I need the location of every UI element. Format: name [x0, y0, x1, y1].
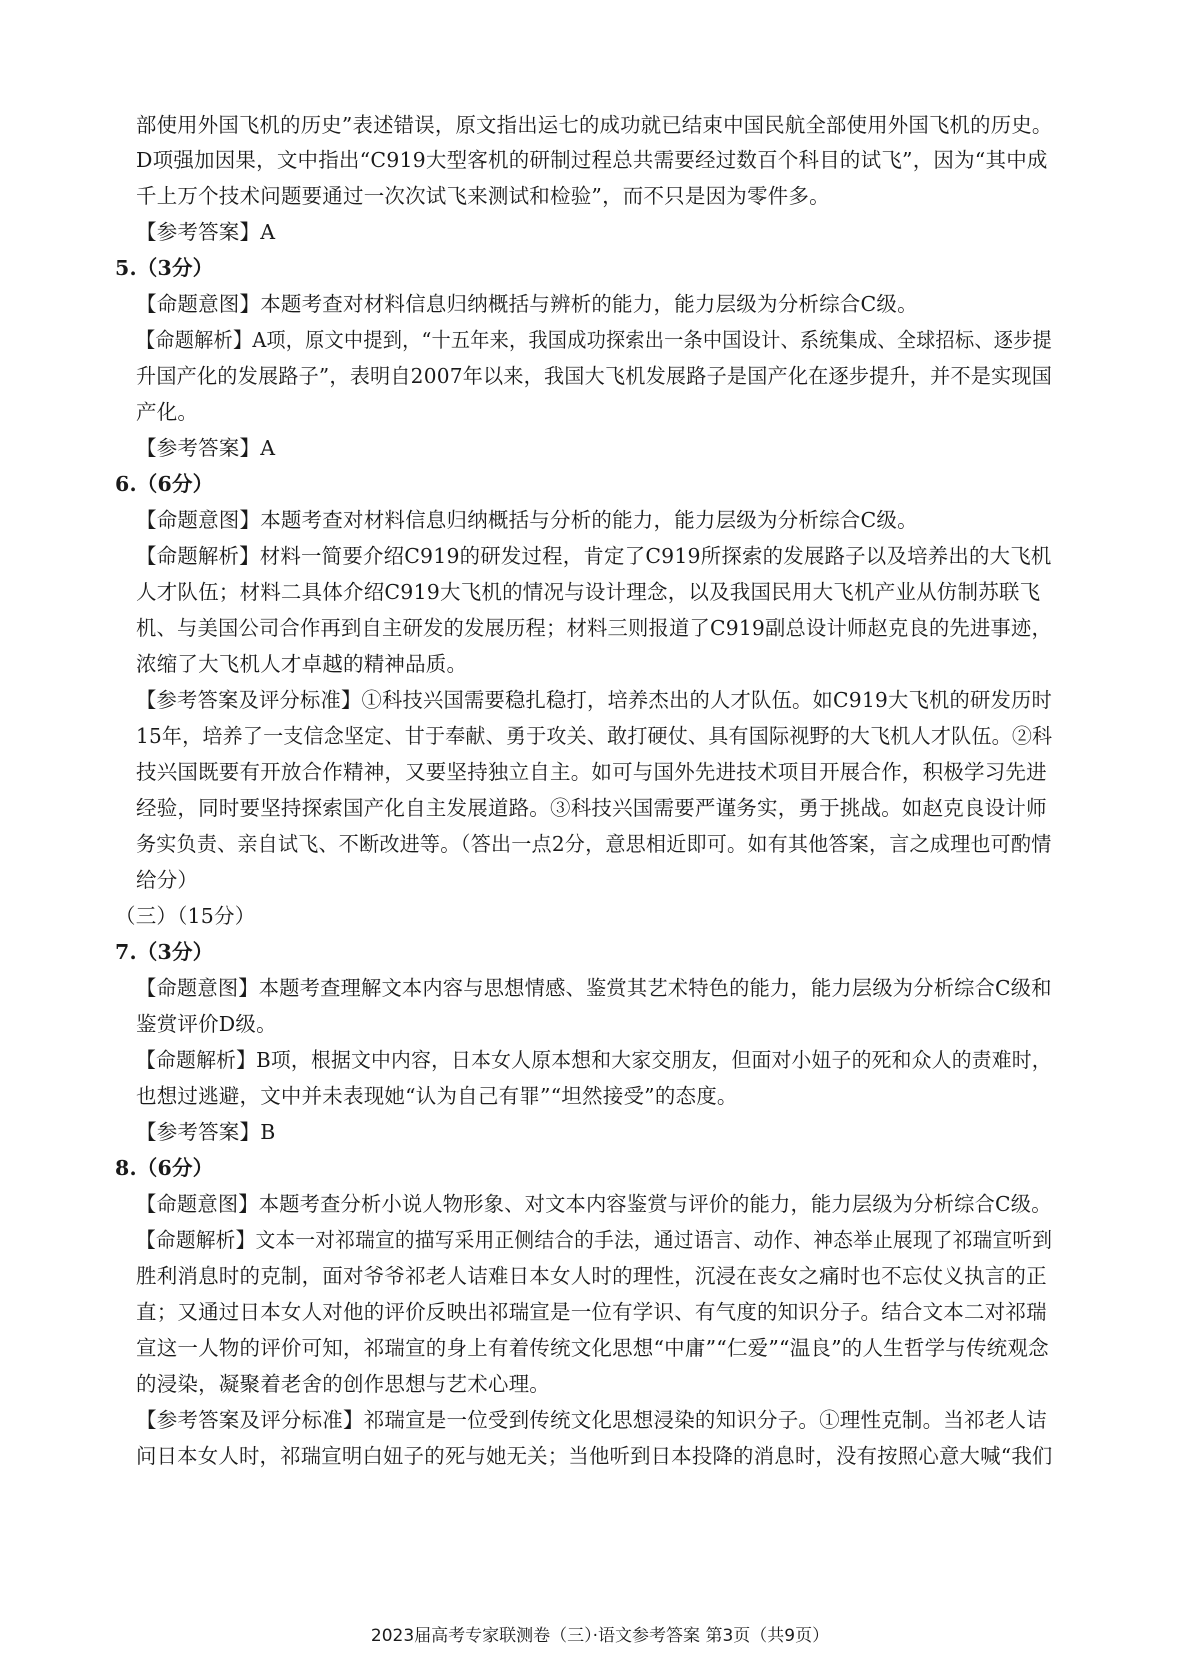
text-line: 务实负责、亲自试飞、不断改进等。（答出一点2分，意思相近即可。如有其他答案，言之成理也可酌情 — [136, 832, 1052, 856]
text-line: 问日本女人时，祁瑞宣明白妞子的死与她无关；当他听到日本投降的消息时，没有按照心意大喊“我们 — [136, 1444, 1053, 1468]
text-line: 【参考答案】B — [136, 1120, 276, 1144]
text-line: 浓缩了大飞机人才卓越的精神品质。 — [136, 652, 468, 676]
text-line: 宣这一人物的评价可知，祁瑞宣的身上有着传统文化思想“中庸”“仁爱”“温良”的人生哲学与传统观念 — [136, 1336, 1049, 1360]
text-line: 【命题解析】B项，根据文中内容，日本女人原本想和大家交朋友，但面对小妞子的死和众人的责难时， — [136, 1048, 1052, 1072]
text-line: 【命题意图】本题考查对材料信息归纳概括与辨析的能力，能力层级为分析综合C级。 — [136, 292, 918, 316]
text-line: 【命题意图】本题考查理解文本内容与思想情感、鉴赏其艺术特色的能力，能力层级为分析综合C级和 — [136, 976, 1052, 1000]
question-number: 6.（6分） — [115, 472, 214, 496]
text-line: 经验，同时要坚持探索国产化自主发展道路。③科技兴国需要严谨务实，勇于挑战。如赵克良设计师 — [136, 796, 1047, 820]
text-line: 技兴国既要有开放合作精神，又要坚持独立自主。如可与国外先进技术项目开展合作，积极学习先进 — [136, 760, 1047, 784]
page-footer: 2023届高考专家联测卷（三）·语文参考答案 第3页（共9页） — [370, 1626, 830, 1646]
text-line: 部使用外国飞机的历史”表述错误，原文指出运七的成功就已结束中国民航全部使用外国飞机的历史。 — [136, 113, 1053, 137]
text-line: 鉴赏评价D级。 — [136, 1012, 277, 1036]
text-line: 【命题解析】文本一对祁瑞宣的描写采用正侧结合的手法，通过语言、动作、神态举止展现了祁瑞宣听到 — [136, 1228, 1053, 1252]
question-number: 8.（6分） — [115, 1156, 214, 1180]
text-line: 的浸染，凝聚着老舍的创作思想与艺术心理。 — [136, 1372, 550, 1396]
text-line: 【命题意图】本题考查对材料信息归纳概括与分析的能力，能力层级为分析综合C级。 — [136, 508, 918, 532]
text-line: 15年，培养了一支信念坚定、甘于奉献、勇于攻关、敢打硬仗、具有国际视野的大飞机人才队伍。②科 — [136, 724, 1053, 748]
text-line: 【参考答案】A — [136, 220, 276, 244]
text-line: D项强加因果，文中指出“C919大型客机的研制过程总共需要经过数百个科目的试飞”，因为“其中成 — [136, 148, 1048, 172]
text-line: 直；又通过日本女人对他的评价反映出祁瑞宣是一位有学识、有气度的知识分子。结合文本二对祁瑞 — [136, 1300, 1047, 1324]
text-line: 【参考答案】A — [136, 436, 276, 460]
text-line: 【命题意图】本题考查分析小说人物形象、对文本内容鉴赏与评价的能力，能力层级为分析综合C级。 — [136, 1192, 1052, 1216]
text-line: 产化。 — [136, 400, 199, 424]
question-number: 5.（3分） — [115, 256, 214, 280]
section-heading: （三）（15分） — [115, 904, 256, 928]
text-line: 【命题解析】A项，原文中提到，“十五年来，我国成功探索出一条中国设计、系统集成、全球招标、逐步提 — [136, 328, 1052, 352]
text-line: 人才队伍；材料二具体介绍C919大飞机的情况与设计理念，以及我国民用大飞机产业从仿制苏联飞 — [136, 580, 1041, 604]
text-line: 机、与美国公司合作再到自主研发的发展历程；材料三则报道了C919副总设计师赵克良的先进事迹， — [136, 616, 1053, 640]
text-line: 升国产化的发展路子”，表明自2007年以来，我国大飞机发展路子是国产化在逐步提升，并不是实现国 — [136, 364, 1053, 388]
text-line: 千上万个技术问题要通过一次次试飞来测试和检验”，而不只是因为零件多。 — [136, 184, 830, 208]
text-line: 【参考答案及评分标准】①科技兴国需要稳扎稳打，培养杰出的人才队伍。如C919大飞机的研发历时 — [136, 688, 1053, 712]
question-number: 7.（3分） — [115, 940, 214, 964]
text-line: 也想过逃避，文中并未表现她“认为自己有罪”“坦然接受”的态度。 — [136, 1084, 738, 1108]
text-line: 【参考答案及评分标准】祁瑞宣是一位受到传统文化思想浸染的知识分子。①理性克制。当祁老人诘 — [136, 1408, 1047, 1432]
text-line: 【命题解析】材料一简要介绍C919的研发过程，肯定了C919所探索的发展路子以及培养出的大飞机 — [136, 544, 1052, 568]
text-line: 胜利消息时的克制，面对爷爷祁老人诘难日本女人时的理性，沉浸在丧女之痛时也不忘仗义执言的正 — [136, 1264, 1047, 1288]
text-line: 给分） — [136, 868, 199, 892]
